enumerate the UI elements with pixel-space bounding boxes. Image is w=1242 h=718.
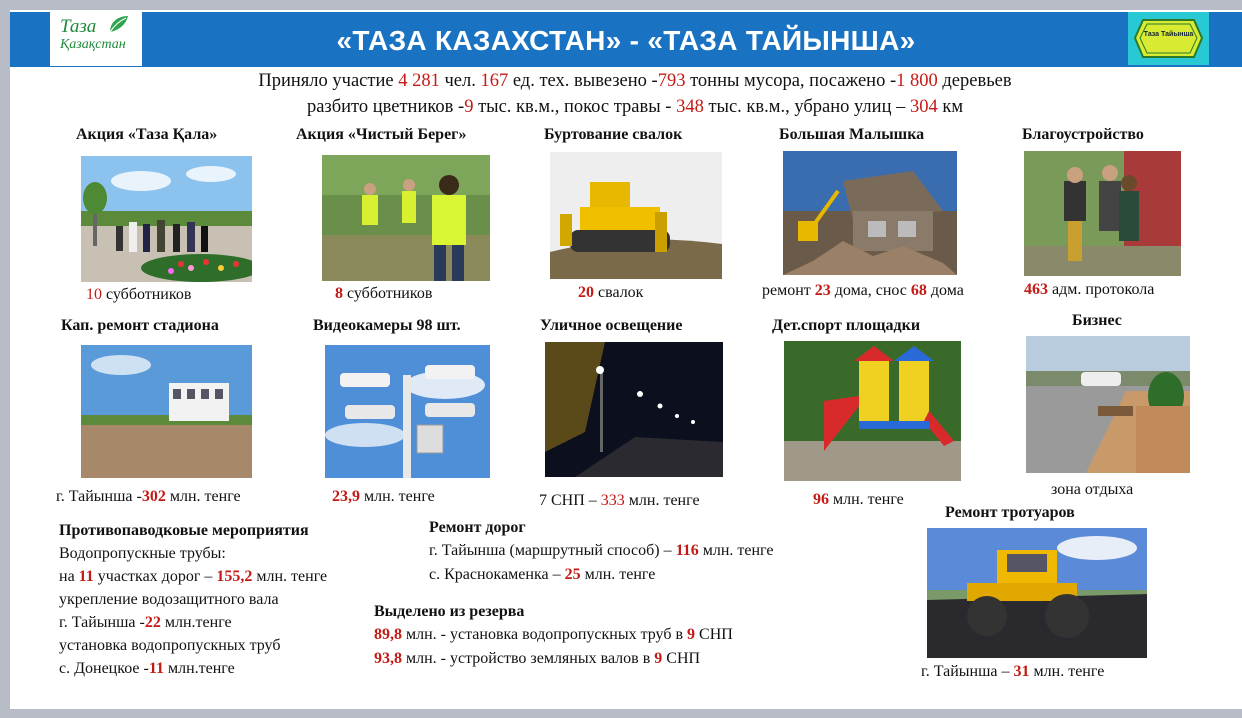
frame-bottom-border xyxy=(0,709,1242,718)
value-lighting-333: 7 СНП – 333 млн. тенге xyxy=(539,492,700,509)
stats-line-2 xyxy=(0,97,1242,118)
caption-chisty-bereg: Акция «Чистый Берег» xyxy=(296,126,467,143)
roads-title: Ремонт дорог xyxy=(429,519,526,536)
value-sidewalks-31: г. Тайынша – 31 млн. тенге xyxy=(921,663,1105,680)
line2-segment-3: 348 xyxy=(676,97,704,117)
reserve-line-2: 93,8 млн. - устройство земляных валов в 9 СНП xyxy=(374,650,701,667)
reserve-line-1: 89,8 млн. - установка водопропускных труб в 9 СНП xyxy=(374,626,733,643)
page-title: «ТАЗА КАЗАХСТАН» - «ТАЗА ТАЙЫНША» xyxy=(336,25,916,56)
taza-tayynsha-logo xyxy=(1128,12,1209,65)
flood-line-5: установка водопропускных труб xyxy=(59,637,281,654)
line1-segment-1: 4 281 xyxy=(398,71,440,91)
roads-line-1: г. Тайынша (маршрутный способ) – 116 млн. тенге xyxy=(429,542,774,559)
line1-segment-3: 167 xyxy=(480,71,509,91)
line2-segment-0: разбито цветников - xyxy=(306,97,465,117)
photo-road-roller xyxy=(927,528,1147,658)
frame-top-border xyxy=(0,0,1242,10)
value-dumps-20: 20 свалок xyxy=(578,284,644,301)
header-bar xyxy=(10,12,1242,67)
sidewalks-title: Ремонт тротуаров xyxy=(945,504,1075,521)
caption-bolshaya-malyshka: Большая Малышка xyxy=(779,126,925,143)
photo-improvement xyxy=(1024,151,1181,276)
roads-line-2: с. Краснокаменка – 25 млн. тенге xyxy=(429,566,656,583)
caption-street-lighting: Уличное освещение xyxy=(540,317,683,334)
caption-stadium: Кап. ремонт стадиона xyxy=(61,317,219,334)
taza-kazakhstan-logo xyxy=(50,12,142,66)
line2-segment-6: км xyxy=(937,97,964,117)
value-subbotniks-10: 10 субботников xyxy=(86,286,192,303)
value-protocols-463: 463 адм. протокола xyxy=(1024,281,1155,298)
line2-segment-2: тыс. кв.м., покос травы - xyxy=(473,97,677,117)
stats-line-1 xyxy=(0,71,1242,92)
line1-segment-4: ед. тех. вывезено - xyxy=(508,71,658,91)
flood-line-2: на 11 участках дорог – 155,2 млн. тенге xyxy=(59,568,328,585)
logo-right-text: Таза Тайынша xyxy=(1143,31,1194,38)
caption-taza-kala: Акция «Таза Қала» xyxy=(76,126,218,143)
leaf-icon xyxy=(106,14,130,34)
line1-segment-7: 1 800 xyxy=(896,71,938,91)
flood-line-3: укрепление водозащитного вала xyxy=(59,591,279,608)
caption-business: Бизнес xyxy=(1072,312,1122,329)
flood-line-6: с. Донецкое -11 млн.тенге xyxy=(59,660,235,677)
photo-bulldozer xyxy=(550,152,722,279)
line2-segment-5: 304 xyxy=(909,97,938,117)
reserve-title: Выделено из резерва xyxy=(374,603,525,620)
flood-line-4: г. Тайынша -22 млн.тенге xyxy=(59,614,232,631)
hexagon-emblem-icon xyxy=(1133,16,1204,61)
flood-title: Противопаводковые мероприятия xyxy=(59,522,309,539)
caption-rest-zone: зона отдыха xyxy=(1051,481,1134,498)
value-subbotniks-8: 8 субботников xyxy=(335,285,433,302)
line2-segment-1: 9 xyxy=(464,97,474,117)
photo-house-demolition xyxy=(783,151,957,275)
photo-playground xyxy=(784,341,961,481)
line1-segment-5: 793 xyxy=(657,71,686,91)
photo-riverbank-cleanup xyxy=(322,155,490,281)
line1-segment-6: тонны мусора, посажено - xyxy=(685,71,897,91)
value-stadium-302: г. Тайынша -302 млн. тенге xyxy=(56,488,241,505)
logo-line-2: Қазақстан xyxy=(60,37,126,52)
logo-line-1: Таза xyxy=(60,16,97,37)
line1-segment-8: деревьев xyxy=(937,71,1012,91)
value-house-repair: ремонт 23 дома, снос 68 дома xyxy=(762,282,964,299)
flood-line-1: Водопропускные трубы: xyxy=(59,545,226,562)
line1-segment-0: Приняло участие xyxy=(258,71,399,91)
photo-cctv-cameras xyxy=(325,345,490,478)
caption-blagoustroistvo: Благоустройство xyxy=(1022,126,1144,143)
photo-city-cleanup xyxy=(81,156,252,282)
line1-segment-2: чел. xyxy=(439,71,481,91)
value-playgrounds-96: 96 млн. тенге xyxy=(813,491,904,508)
value-cameras-23-9: 23,9 млн. тенге xyxy=(332,488,435,505)
photo-stadium xyxy=(81,345,252,478)
caption-playgrounds: Дет.спорт площадки xyxy=(772,317,921,334)
photo-rest-area xyxy=(1026,336,1190,473)
caption-burtovanie: Буртование свалок xyxy=(544,126,683,143)
photo-street-lights xyxy=(545,342,723,477)
caption-cameras: Видеокамеры 98 шт. xyxy=(313,317,461,334)
line2-segment-4: тыс. кв.м., убрано улиц – xyxy=(703,97,910,117)
